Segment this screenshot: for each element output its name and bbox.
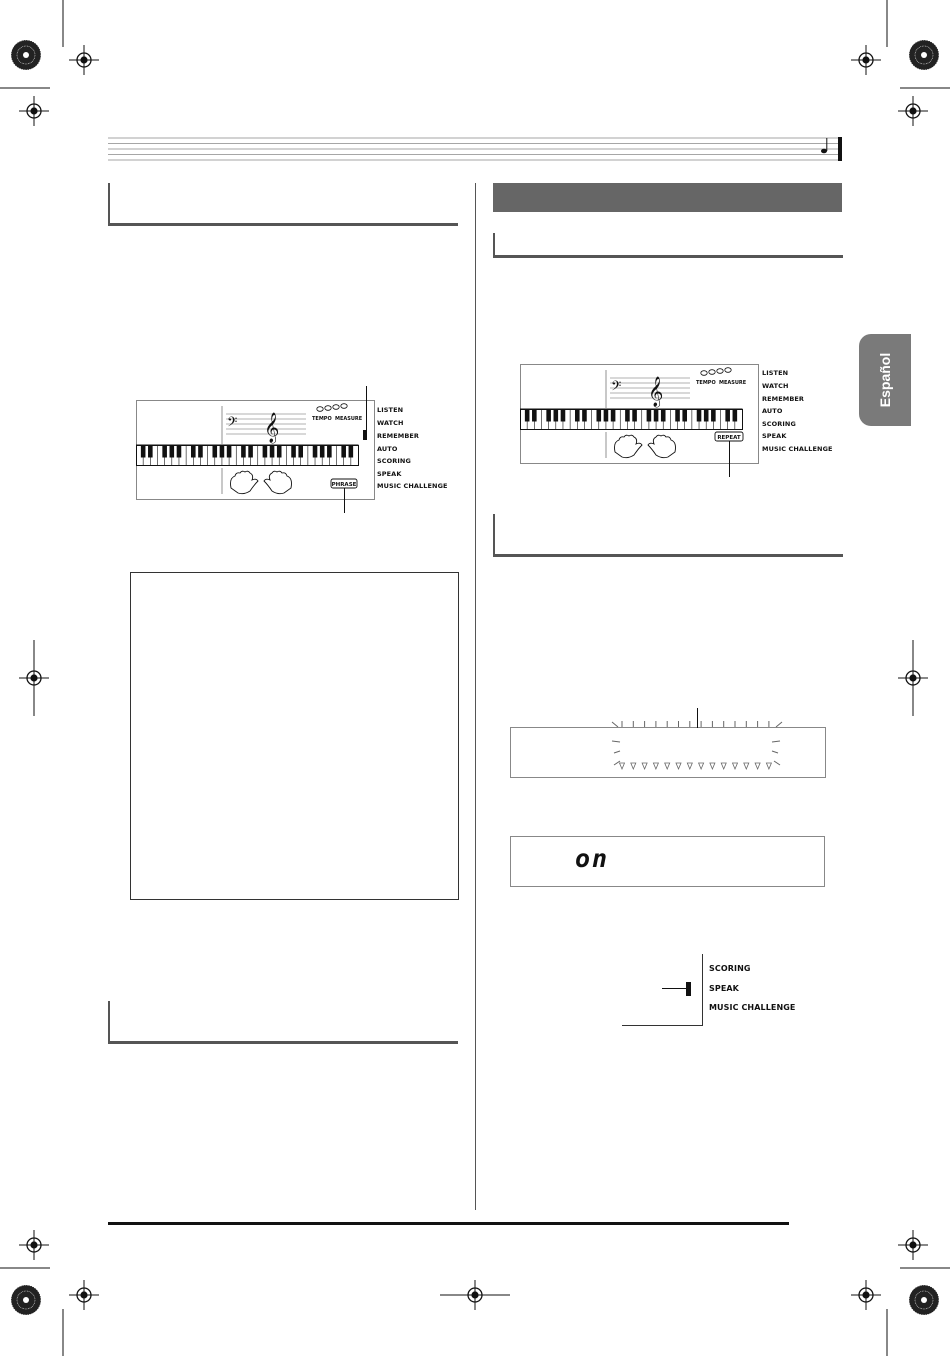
- mode-label-listen-right: LISTEN: [762, 369, 789, 377]
- mode-label-auto-right: AUTO: [762, 407, 783, 415]
- leader-line-right: [729, 441, 730, 477]
- left-heading-1: [108, 183, 458, 226]
- mode-label-watch-left: WATCH: [377, 419, 404, 427]
- mode-label-speak-right: SPEAK: [762, 432, 787, 440]
- header-staff: [108, 136, 844, 162]
- keyboard-right: [520, 409, 744, 431]
- snippet-leader-line: [662, 988, 686, 989]
- mode-label-auto-left: AUTO: [377, 445, 398, 453]
- measure-label-right: MEASURE: [719, 380, 747, 386]
- mode-label-watch-right: WATCH: [762, 382, 789, 390]
- language-tab-label: Español: [877, 352, 893, 408]
- right-section-bar: [493, 183, 842, 212]
- svg-text:𝄢: 𝄢: [227, 414, 238, 433]
- leader-line-left-bottom: [344, 488, 345, 513]
- footer-rule: [108, 1222, 789, 1225]
- phrase-badge: PHRASE: [331, 482, 357, 488]
- svg-text:𝄞: 𝄞: [264, 413, 280, 443]
- tempo-label-right: TEMPO: [696, 380, 716, 386]
- leader-line-left-top: [366, 386, 367, 430]
- right-heading-1: [493, 233, 843, 258]
- right-heading-2: [493, 514, 843, 557]
- mode-label-remember-left: REMEMBER: [377, 432, 420, 440]
- mode-label-music-challenge-left: MUSIC CHALLENGE: [377, 482, 448, 490]
- on-value: on: [575, 844, 610, 873]
- language-tab: [859, 334, 911, 426]
- blink-indicators: [600, 715, 800, 775]
- snippet-label-speak: SPEAK: [709, 984, 739, 993]
- column-divider: [475, 183, 476, 1210]
- mode-label-speak-left: SPEAK: [377, 470, 402, 478]
- mode-indicator-left: [363, 430, 367, 440]
- mode-label-listen-left: LISTEN: [377, 406, 404, 414]
- mode-indicator-speak: [686, 982, 691, 996]
- repeat-badge: REPEAT: [717, 435, 741, 441]
- snippet-label-music-challenge: MUSIC CHALLENGE: [709, 1003, 796, 1012]
- mode-label-scoring-right: SCORING: [762, 420, 796, 428]
- snippet-bottom-line: [622, 1025, 703, 1026]
- svg-text:𝄢: 𝄢: [611, 378, 622, 397]
- note-box: [130, 572, 459, 900]
- mode-label-scoring-left: SCORING: [377, 457, 411, 465]
- snippet-vertical-line: [702, 954, 703, 1026]
- left-heading-2: [108, 1001, 458, 1044]
- measure-label-left: MEASURE: [335, 416, 363, 422]
- snippet-label-scoring: SCORING: [709, 964, 751, 973]
- mode-label-remember-right: REMEMBER: [762, 395, 805, 403]
- keyboard-left: [136, 445, 360, 467]
- mode-label-music-challenge-right: MUSIC CHALLENGE: [762, 445, 833, 453]
- svg-text:𝄞: 𝄞: [648, 377, 664, 407]
- tempo-label-left: TEMPO: [312, 416, 332, 422]
- lcd-on-display: [510, 836, 825, 887]
